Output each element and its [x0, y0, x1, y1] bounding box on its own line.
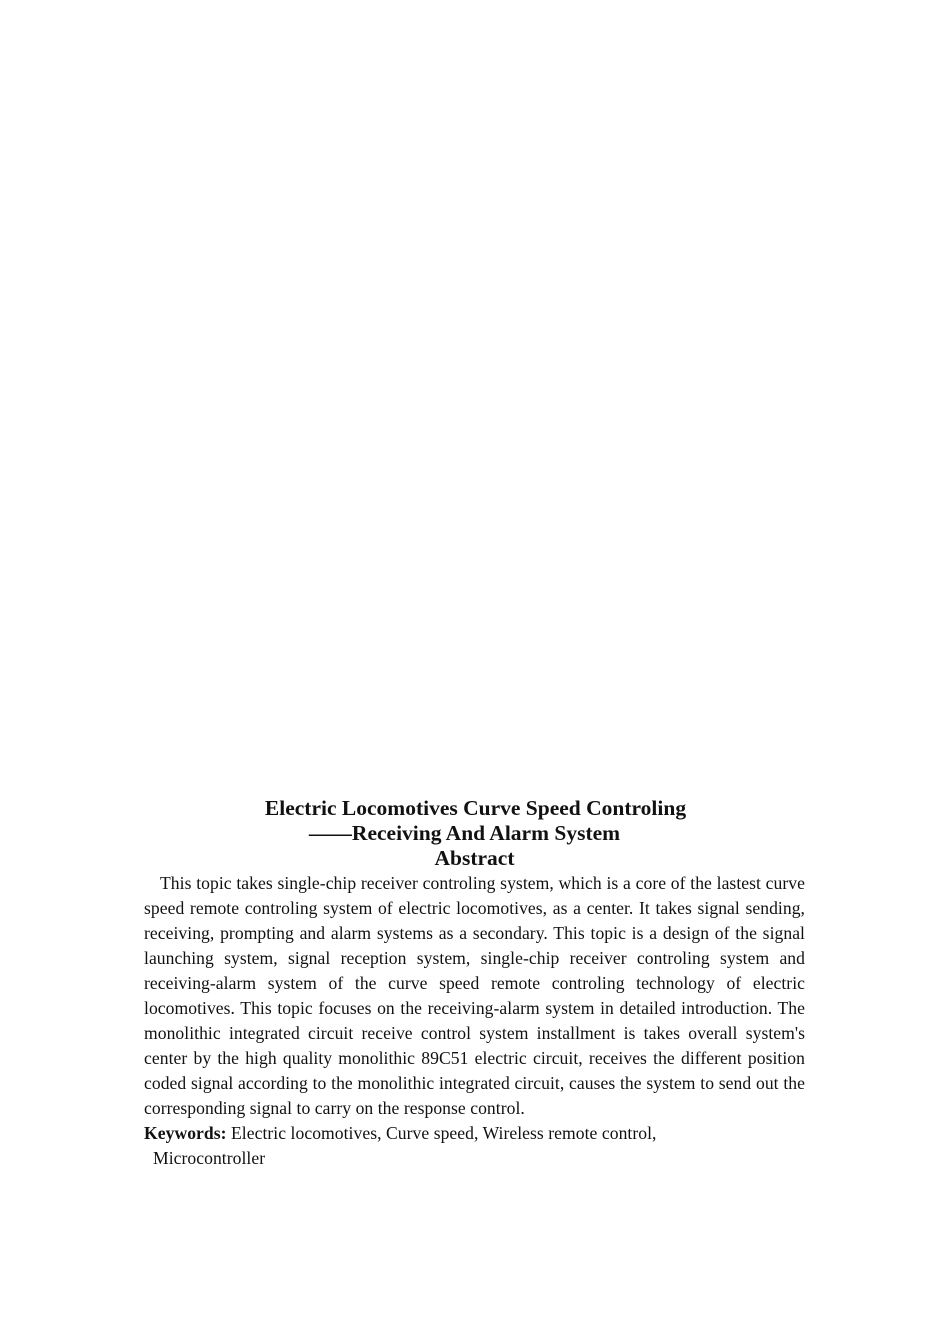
abstract-body: This topic takes single-chip receiver controling system, which is a core of the lastest curve speed remote controling system of electric locomotives, as a center. It takes signal sending, receiving, prompting and alarm systems as a secondary. This topic is a design of the signal launching system, signal reception system, single-chip receiver controling system and receiving-alarm system of the curve speed remote controling technology of electric locomotives. This topic focuses on the receiving-alarm system in detailed introduction. The monolithic integrated circuit receive control system installment is takes overall system's center by the high quality monolithic 89C51 electric circuit, receives the different position coded signal according to the monolithic integrated circuit, causes the system to send out the corresponding signal to carry on the response control. [144, 873, 805, 1118]
keywords-line [144, 1121, 805, 1171]
title-line-2: ——Receiving And Alarm System [308, 821, 621, 845]
keywords-label: Keywords: [144, 1123, 227, 1143]
abstract-heading: Abstract [434, 846, 515, 870]
keywords-list-last: Microcontroller [153, 1148, 266, 1168]
abstract-section [144, 796, 805, 1171]
keywords-list: Electric locomotives, Curve speed, Wireless remote control, [231, 1123, 657, 1143]
title-line-1: Electric Locomotives Curve Speed Controling [264, 796, 687, 820]
